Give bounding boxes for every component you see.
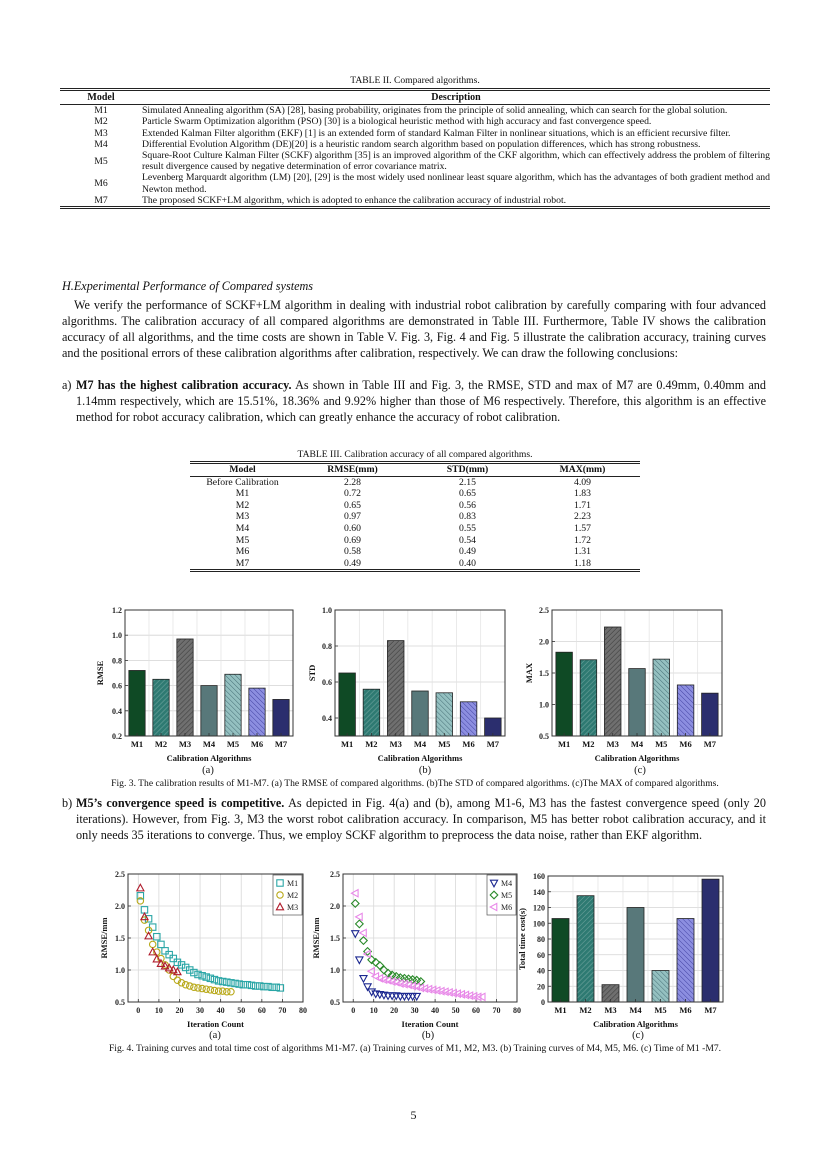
legend-label-m1: M1	[287, 879, 299, 888]
x-tick-label: 20	[390, 1006, 399, 1015]
x-tick-label: 10	[369, 1006, 378, 1015]
fig3-sublabel-a: (a)	[202, 765, 214, 776]
x-tick-label: M6	[250, 739, 264, 749]
x-tick-label: 60	[257, 1006, 266, 1015]
legend-label-m5: M5	[501, 891, 513, 900]
table3-row	[190, 488, 640, 500]
table2-row	[60, 128, 770, 139]
x-tick-label: M2	[582, 739, 595, 749]
fig4-sublabel-c: (c)	[632, 1030, 644, 1041]
table2-cell-model: M7	[94, 194, 108, 206]
fig3-sublabel-c: (c)	[634, 765, 646, 776]
x-tick-label: M4	[629, 1005, 642, 1015]
table3-header-model: Model	[229, 464, 256, 475]
table3-cell: 0.55	[459, 522, 476, 534]
table3-cell: 1.72	[574, 534, 591, 546]
bar-m6	[677, 685, 694, 736]
bar-m2	[577, 896, 594, 1002]
bar-m1	[556, 652, 573, 736]
point-a-text: As shown in Table III and Fig. 3, the RMSE, STD and max of M7 are 0.49mm, 0.40mm and 1.14mm respectively, which are 15.51%, 18.36% and 9.92% higher than those of M6 respectively. Therefore, this algorithm is an effective method for robot accuracy calibration, which can greatly enhance the accuracy of robot calibration.	[76, 378, 766, 424]
point-b-body	[76, 796, 766, 844]
bar-m2	[153, 679, 169, 736]
x-tick-label: M3	[178, 739, 192, 749]
table2-caption: TABLE II. Compared algorithms.	[350, 75, 480, 86]
table2-row	[60, 116, 770, 127]
chart-fig3b-std	[305, 600, 535, 770]
y-axis-label: RMSE/mm	[99, 917, 109, 959]
table2-cell-model: M3	[94, 127, 108, 139]
table3-cell: 1.71	[574, 499, 591, 511]
chart-fig4b-training-m4-m6	[305, 866, 530, 1034]
bar-m5	[436, 693, 453, 736]
y-tick-label: 1.0	[322, 606, 332, 615]
table2-row	[60, 105, 770, 117]
point-b-paragraph	[62, 796, 766, 844]
bar-m6	[249, 688, 265, 736]
bar-m1	[552, 919, 569, 1002]
legend-label-m3: M3	[287, 903, 299, 912]
y-tick-label: 0.6	[112, 681, 122, 691]
y-tick-label: 0.4	[112, 706, 122, 716]
table3-row	[190, 558, 640, 571]
table2-row	[60, 172, 770, 194]
x-tick-label: 40	[431, 1006, 440, 1015]
table3-cell: 0.58	[344, 546, 361, 558]
x-tick-label: 70	[492, 1006, 501, 1015]
y-tick-label: 0.5	[539, 732, 549, 741]
table3-cell: 1.18	[574, 557, 591, 569]
table2-cell-model: M6	[94, 178, 108, 190]
table3-cell: Before Calibration	[206, 476, 279, 488]
fig3-caption: Fig. 3. The calibration results of M1-M7. (a) The RMSE of compared algorithms. (b)The STD of compared algorithms. (c)The MAX of compared algorithms.	[111, 778, 719, 789]
y-tick-label: 1.0	[330, 966, 340, 975]
y-tick-label: 2.0	[539, 637, 549, 647]
x-tick-label: M7	[486, 739, 499, 749]
x-axis-label: Calibration Algorithms	[593, 1019, 678, 1029]
y-tick-label: 2.5	[115, 870, 125, 879]
point-b-text: As depicted in Fig. 4(a) and (b), among M1-6, M3 has the fastest convergence speed (only 20 iterations). However, from Fig. 3, M3 the worst robot calibration accuracy. In comparison, M5 has better robot calibration accuracy, and it only needs 35 iterations to converge. Thus, we employ SCKF algorithm to preprocess the data noise, rather than EKF algorithm.	[76, 796, 766, 842]
table2-row	[60, 195, 770, 208]
y-tick-label: 0	[541, 998, 545, 1007]
y-tick-label: 160	[533, 872, 545, 881]
y-tick-label: 0.8	[112, 656, 122, 666]
x-tick-label: 20	[175, 1006, 184, 1015]
table3-cell: 0.54	[459, 534, 476, 546]
table2-row	[60, 150, 770, 172]
bar-m7	[702, 693, 719, 736]
table3-cell: 2.23	[574, 511, 591, 523]
table3-cell: 1.31	[574, 546, 591, 558]
point-a-paragraph	[62, 378, 766, 426]
y-axis-label: RMSE/mm	[311, 917, 321, 959]
x-tick-label: M6	[679, 739, 692, 749]
bar-m6	[460, 702, 477, 736]
x-tick-label: M2	[365, 739, 378, 749]
x-tick-label: 40	[216, 1006, 225, 1015]
bar-m3	[604, 627, 621, 736]
table3-header-rmse: RMSE(mm)	[327, 464, 378, 475]
table3-cell: 0.65	[459, 488, 476, 500]
legend-label-m4: M4	[501, 879, 513, 888]
fig4-sublabel-a: (a)	[209, 1030, 221, 1041]
page-number: 5	[410, 1108, 417, 1122]
x-tick-label: M5	[438, 739, 451, 749]
table2-cell-description: Extended Kalman Filter algorithm (EKF) [1] is an extended form of standard Kalman Filter in nonlinear situations, which is an efficient recursive filter.	[142, 127, 731, 139]
table3-row	[190, 535, 640, 547]
x-tick-label: M5	[655, 739, 668, 749]
bar-m2	[580, 660, 597, 736]
x-tick-label: M1	[558, 739, 571, 749]
table3-cell: 0.83	[459, 511, 476, 523]
point-a-marker: a)	[62, 378, 72, 392]
bar-m7	[702, 879, 719, 1002]
x-tick-label: M2	[579, 1005, 592, 1015]
x-tick-label: M1	[341, 739, 354, 749]
table3-cell: 0.56	[459, 499, 476, 511]
table3-header-max: MAX(mm)	[559, 464, 606, 475]
table3-cell: M1	[235, 488, 250, 500]
y-tick-label: 1.0	[539, 700, 549, 710]
chart-fig3c-max	[520, 600, 750, 770]
table3-cell: 1.57	[574, 522, 591, 534]
table3-cell: 0.65	[344, 499, 361, 511]
x-tick-label: M5	[226, 739, 240, 749]
table3-cell: 2.15	[459, 476, 476, 488]
table3-row	[190, 523, 640, 535]
x-tick-label: 80	[299, 1006, 307, 1015]
y-tick-label: 0.4	[322, 714, 332, 723]
x-tick-label: 70	[278, 1006, 287, 1015]
bar-m4	[201, 686, 217, 736]
table2-cell-description: Levenberg Marquardt algorithm (LM) [20], [29] is the most widely used nonlinear least square algorithm, which has the advantages of both gradient method and Newton method.	[142, 172, 770, 195]
bar-m4	[627, 908, 644, 1003]
y-tick-label: 2.0	[330, 902, 340, 911]
y-tick-label: 0.6	[322, 678, 332, 687]
legend-label-m2: M2	[287, 891, 299, 900]
y-tick-label: 0.5	[330, 998, 340, 1007]
table3-row	[190, 476, 640, 488]
x-tick-label: M7	[703, 739, 716, 749]
bar-m2	[363, 689, 380, 736]
y-tick-label: 1.0	[112, 631, 122, 641]
x-axis-label: Calibration Algorithms	[594, 753, 680, 763]
table3-cell: 0.60	[344, 522, 361, 534]
fig4-caption: Fig. 4. Training curves and total time cost of algorithms M1-M7. (a) Training curves of M1, M2, M3. (b) Training curves of M4, M5, M6. (c) Time of M1 -M7.	[108, 1043, 722, 1054]
point-a-bold: M7 has the highest calibration accuracy.	[76, 378, 292, 392]
x-tick-label: 50	[451, 1006, 460, 1015]
table3-row	[190, 500, 640, 512]
table2-cell-model: M4	[94, 138, 108, 150]
table3-cell: 0.49	[344, 557, 361, 569]
bar-m4	[629, 669, 646, 736]
table2-cell-model: M1	[94, 105, 108, 117]
y-tick-label: 0.8	[322, 642, 332, 651]
y-tick-label: 20	[537, 982, 545, 992]
table3-cell: 4.09	[574, 476, 591, 488]
bar-m5	[652, 971, 669, 1003]
x-axis-label: Calibration Algorithms	[166, 753, 252, 763]
bar-m3	[387, 641, 404, 736]
table3-cell: 1.83	[574, 488, 591, 500]
table3-cell: M5	[235, 534, 250, 546]
section-heading: H.Experimental Performance of Compared systems	[62, 279, 314, 293]
y-tick-label: 1.5	[330, 934, 340, 943]
x-tick-label: 0	[351, 1006, 356, 1015]
bar-m3	[177, 639, 193, 736]
x-tick-label: 30	[410, 1006, 419, 1015]
x-tick-label: 0	[136, 1006, 141, 1015]
y-tick-label: 2.5	[330, 870, 340, 879]
table2-cell-model: M5	[94, 155, 108, 167]
x-tick-label: M4	[413, 739, 427, 749]
bar-m1	[129, 670, 145, 736]
y-tick-label: 1.2	[112, 606, 122, 615]
table3-cell: 0.40	[459, 557, 476, 569]
x-tick-label: M3	[389, 739, 402, 749]
bar-m7	[273, 699, 289, 736]
y-tick-label: 80	[537, 935, 545, 944]
table3-cell: M7	[235, 557, 250, 569]
table3-cell: 0.69	[344, 534, 361, 546]
x-tick-label: 60	[472, 1006, 481, 1015]
x-tick-label: M1	[554, 1005, 567, 1015]
table2-cell-description: Particle Swarm Optimization algorithm (PSO) [30] is a biological heuristic method with high accuracy and fast convergence speed.	[142, 116, 652, 128]
x-axis-label: Iteration Count	[401, 1019, 459, 1029]
table2-header-model: Model	[87, 92, 115, 103]
point-a-body	[76, 378, 766, 426]
y-tick-label: 0.5	[115, 998, 125, 1007]
table3-cell: M3	[235, 511, 250, 523]
bar-m5	[225, 674, 241, 736]
x-tick-label: M6	[462, 739, 475, 749]
table3-cell: 0.49	[459, 546, 476, 558]
x-tick-label: M7	[704, 1005, 717, 1015]
x-tick-label: 30	[196, 1006, 205, 1015]
table3-cell: M4	[235, 522, 250, 534]
table2-cell-description: Square-Root Culture Kalman Filter (SCKF) algorithm [35] is an improved algorithm of the CKF algorithm, which can effectively address the problem of filtering result divergence caused by negative determination of error covariance matrix.	[142, 150, 770, 173]
y-tick-label: 0.2	[112, 732, 122, 741]
y-tick-label: 1.0	[115, 966, 125, 975]
table3-cell: M2	[235, 499, 250, 511]
table2-compared-algorithms	[60, 88, 770, 209]
y-tick-label: 100	[533, 919, 545, 929]
table2-cell-description: Differential Evolution Algorithm (DE)[20] is a heuristic random search algorithm based on population differences, which has strong robustness.	[142, 138, 701, 150]
table3-cell: 0.97	[344, 511, 361, 523]
fig3-sublabel-b: (b)	[418, 765, 432, 776]
x-tick-label: M6	[679, 1005, 692, 1015]
y-axis-label: MAX	[524, 662, 534, 684]
table3-cell: M6	[235, 546, 250, 558]
chart-fig3a-rmse	[85, 600, 315, 770]
table3-cell: 0.72	[344, 488, 361, 500]
x-tick-label: M5	[654, 1005, 667, 1015]
x-tick-label: M4	[630, 739, 644, 749]
point-b-bold: M5’s convergence speed is competitive.	[76, 796, 285, 810]
x-tick-label: M3	[604, 1005, 617, 1015]
table2-cell-description: The proposed SCKF+LM algorithm, which is adopted to enhance the calibration accuracy of industrial robot.	[142, 194, 567, 206]
y-axis-label: Total time cost(s)	[517, 907, 527, 971]
y-tick-label: 120	[533, 903, 545, 913]
x-tick-label: M3	[606, 739, 619, 749]
section-intro-paragraph: We verify the performance of SCKF+LM algorithm in dealing with industrial robot calibration by carefully comparing with four advanced algorithms. The calibration accuracy of all compared algorithms are demonstrated in Table III. Furthermore, Table IV shows the calibration accuracy of all algorithms, and the time costs are shown in Table V. Fig. 3, Fig. 4 and Fig. 5 illustrate the calibration accuracy, training curves and the positional errors of these calibration algorithms after calibration, respectively. We can draw the following conclusions:	[62, 298, 766, 360]
y-tick-label: 60	[537, 950, 545, 960]
y-tick-label: 40	[537, 966, 545, 976]
table3-row	[190, 511, 640, 523]
fig4-sublabel-b: (b)	[421, 1030, 435, 1041]
x-tick-label: M2	[154, 739, 168, 749]
bar-m1	[339, 673, 356, 736]
table2-row	[60, 139, 770, 150]
chart-fig4c-time-cost	[515, 866, 735, 1034]
y-tick-label: 1.5	[539, 669, 549, 678]
y-tick-label: 140	[533, 887, 545, 897]
x-tick-label: 50	[237, 1006, 246, 1015]
table2-cell-description: Simulated Annealing algorithm (SA) [28], basing probability, originates from the principle of solid annealing, which can search for the global solution.	[142, 105, 728, 117]
table3-row	[190, 546, 640, 558]
table2-cell-model: M2	[94, 116, 108, 128]
x-tick-label: M1	[130, 739, 144, 749]
chart-fig4a-training-m1-m3	[95, 866, 315, 1034]
x-axis-label: Calibration Algorithms	[377, 753, 463, 763]
y-axis-label: STD	[307, 664, 317, 682]
point-b-marker: b)	[62, 796, 73, 810]
y-tick-label: 1.5	[115, 934, 125, 943]
x-tick-label: 10	[154, 1006, 163, 1015]
bar-m4	[412, 691, 429, 736]
x-tick-label: 80	[513, 1006, 521, 1015]
x-tick-label: M7	[274, 739, 288, 749]
bar-m5	[653, 659, 670, 736]
y-tick-label: 2.0	[115, 902, 125, 911]
table3-header-std: STD(mm)	[446, 464, 489, 475]
y-axis-label: RMSE	[95, 660, 105, 686]
table3-cell: 2.28	[344, 476, 361, 488]
x-tick-label: M4	[202, 739, 216, 749]
bar-m6	[677, 919, 694, 1002]
y-tick-label: 2.5	[539, 606, 549, 615]
table2-header-description: Description	[431, 92, 481, 103]
legend-label-m6: M6	[501, 903, 513, 912]
x-axis-label: Iteration Count	[187, 1019, 244, 1029]
table3-calibration-accuracy	[190, 461, 640, 572]
table3-caption: TABLE III. Calibration accuracy of all compared algorithms.	[297, 449, 533, 460]
